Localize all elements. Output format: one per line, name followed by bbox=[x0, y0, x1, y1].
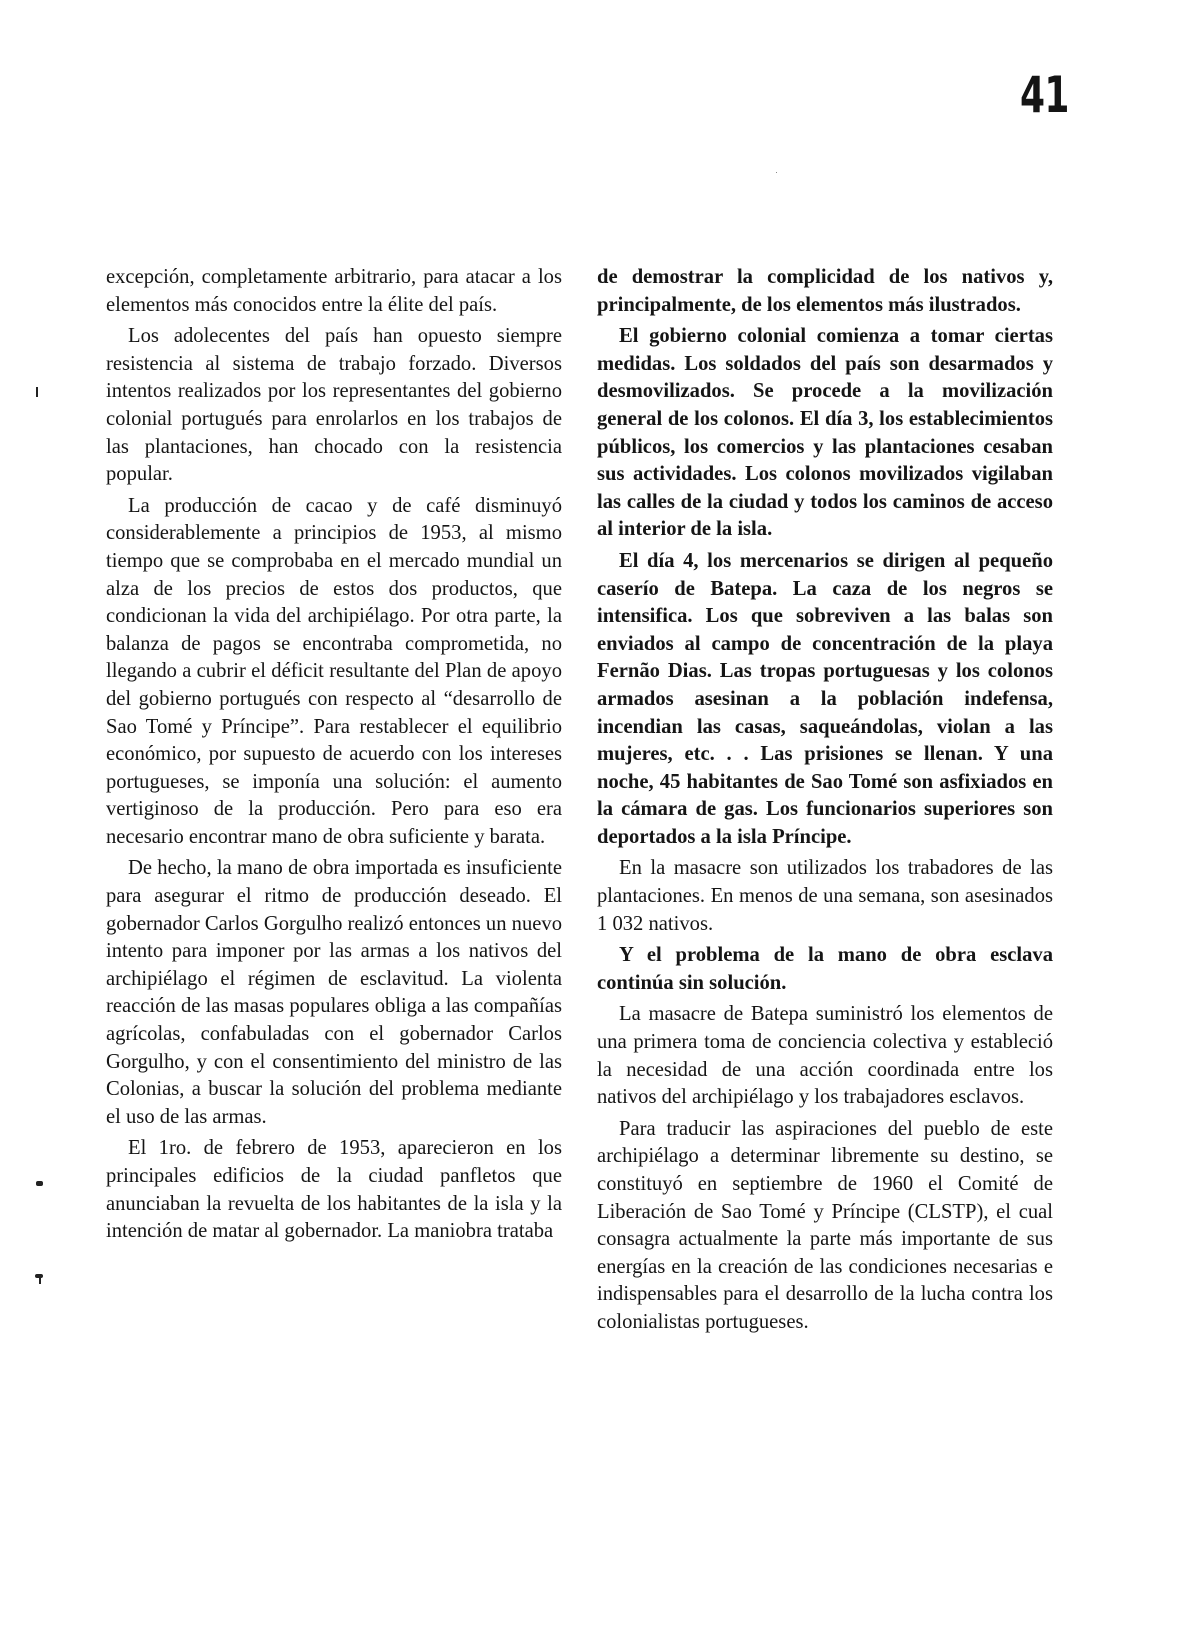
paragraph: El gobierno colonial comienza a tomar ciertas medidas. Los soldados del país son desarmados y desmovilizados. Se procede a la movilización general de los colonos. El día 3, los establecimientos públicos, los comercios y las plantaciones cesaban sus actividades. Los colonos movilizados vigilaban las calles de la ciudad y todos los caminos de acceso al interior de la isla. bbox=[597, 325, 1053, 541]
paragraph: Los adolecentes del país han opuesto siempre resistencia al sistema de trabajo forzado. Diversos intentos realizados por los representantes del gobierno colonial portugués para enrolarlos en los trabajos de las plantaciones, han chocado con la resistencia popular. bbox=[106, 325, 562, 486]
scan-speck bbox=[776, 172, 777, 173]
paragraph: El 1ro. de febrero de 1953, aparecieron en los principales edificios de la ciudad panfletos que anunciaban la revuelta de los habitantes de la isla y la intención de matar al gobernador. La maniobra trataba bbox=[106, 1137, 562, 1243]
page-number: 41 bbox=[1020, 66, 1069, 124]
paragraph: excepción, completamente arbitrario, para atacar a los elementos más conocidos entre la élite del país. bbox=[106, 266, 562, 316]
paragraph: En la masacre son utilizados los trabadores de las plantaciones. En menos de una semana, son asesinados 1 032 nativos. bbox=[597, 857, 1053, 935]
scan-speck bbox=[36, 387, 38, 397]
paragraph: La producción de cacao y de café disminuyó considerablemente a principios de 1953, al mismo tiempo que se comprobaba en el mercado mundial un alza de los precios de estos dos productos, que condicionan la vida del archipiélago. Por otra parte, la balanza de pagos se encontraba comprometida, no llegando a cubrir el déficit resultante del Plan de apoyo del gobierno portugués con respecto al “desarrollo de Sao Tomé y Príncipe”. Para restablecer el equilibrio económico, por supuesto de acuerdo con los intereses portugueses, se imponía una solución: el aumento vertiginoso de la producción. Pero para eso era necesario encontrar mano de obra suficiente y barata. bbox=[106, 494, 562, 848]
paragraph: El día 4, los mercenarios se dirigen al pequeño caserío de Batepa. La caza de los negros se intensifica. Los que sobreviven a las balas son enviados al campo de concentración de la playa Fernão Dias. Las tropas portuguesas y los colonos armados asesinan a la población indefensa, incendian las casas, saqueándolas, violan a las mujeres, etc. . . Las prisiones se llenan. Y una noche, 45 habitantes de Sao Tomé son asfixiados en la cámara de gas. Los funcionarios superiores son deportados a la isla Príncipe. bbox=[597, 549, 1053, 848]
paragraph: Para traducir las aspiraciones del pueblo de este archipiélago a determinar libremente su destino, se constituyó en septiembre de 1960 el Comité de Liberación de Sao Tomé y Príncipe (CLSTP), el cual consagra actualmente la parte más importante de sus energías en la creación de las condiciones necesarias e indispensables para el desarrollo de la lucha contra los colonialistas portugueses. bbox=[597, 1117, 1053, 1333]
scan-speck bbox=[36, 1181, 43, 1186]
scan-speck bbox=[39, 1278, 41, 1284]
paragraph: De hecho, la mano de obra importada es insuficiente para asegurar el ritmo de producción deseado. El gobernador Carlos Gorgulho realizó entonces un nuevo intento para imponer por las armas a los nativos del archipiélago el régimen de esclavitud. La violenta reacción de las masas populares obliga a las compañías agrícolas, confabuladas con el gobernador Carlos Gorgulho, y con el consentimiento del ministro de las Colonias, a buscar la solución del problema mediante el uso de las armas. bbox=[106, 857, 562, 1128]
paragraph: de demostrar la complicidad de los nativos y, principalmente, de los elementos más ilustrados. bbox=[597, 266, 1053, 316]
paragraph: La masacre de Batepa suministró los elementos de una primera toma de conciencia colectiva y estableció la necesidad de una acción coordinada entre los nativos del archipiélago y los trabajadores esclavos. bbox=[597, 1003, 1053, 1109]
right-column bbox=[597, 264, 1053, 1341]
left-column bbox=[106, 264, 562, 1250]
paragraph: Y el problema de la mano de obra esclava continúa sin solución. bbox=[597, 944, 1053, 994]
